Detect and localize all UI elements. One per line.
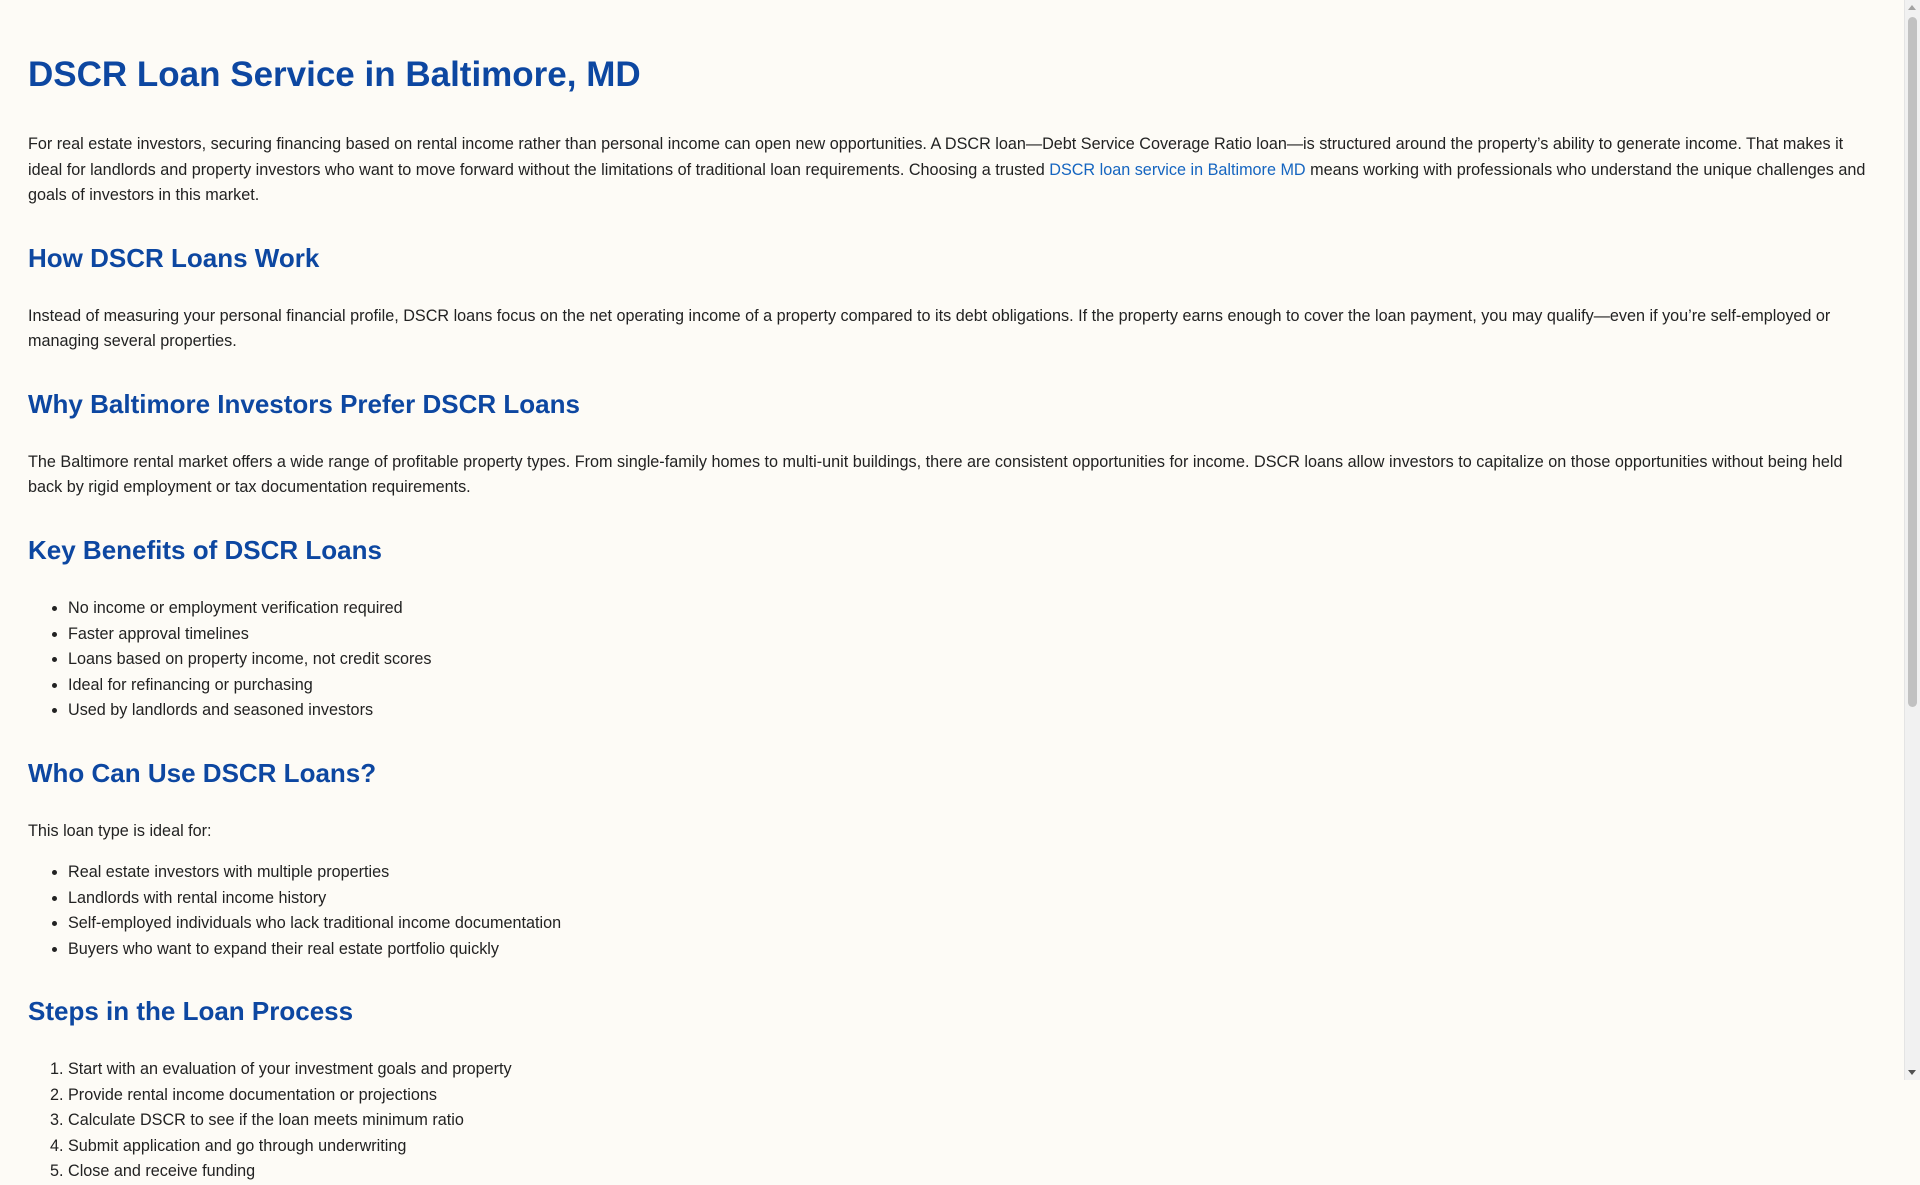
list-item: 2. Provide rental income documentation or projections — [68, 1083, 1868, 1109]
list-item: • Landlords with rental income history — [68, 886, 1868, 912]
intro-text-after-link: means working with professionals who understand the unique challenges and goals of investors in this market. — [28, 160, 1866, 204]
list-item: 5. Close and receive funding — [68, 1159, 1868, 1185]
scrollbar-thumb[interactable] — [1908, 17, 1917, 707]
list-item: • Used by landlords and seasoned investors — [68, 698, 1868, 724]
section-text-who-can-use: This loan type is ideal for: — [28, 821, 212, 840]
vertical-scrollbar[interactable] — [1904, 0, 1920, 1080]
section-heading-how-dscr-works: How DSCR Loans Work — [28, 242, 320, 273]
list-item: • Buyers who want to expand their real estate portfolio quickly — [68, 937, 1868, 963]
list-item: 3. Calculate DSCR to see if the loan meets minimum ratio — [68, 1108, 1868, 1134]
section-heading-who-can-use: Who Can Use DSCR Loans? — [28, 757, 377, 788]
list-item: • Real estate investors with multiple properties — [68, 860, 1868, 886]
section-heading-loan-process: Steps in the Loan Process — [28, 996, 354, 1027]
article — [28, 28, 1868, 1185]
dscr-baltimore-link[interactable]: DSCR loan service in Baltimore MD — [1049, 160, 1306, 179]
benefits-list — [28, 596, 1868, 724]
list-item: • Self-employed individuals who lack traditional income documentation — [68, 911, 1868, 937]
list-item: 1. Start with an evaluation of your investment goals and property — [68, 1057, 1868, 1083]
scroll-down-arrow-icon[interactable] — [1908, 1070, 1916, 1075]
list-item: • No income or employment verification required — [68, 596, 1868, 622]
intro-text-before-link: For real estate investors, securing financing based on rental income rather than personal income can open new opportunities. A DSCR loan—Debt Service Coverage Ratio loan—is structured around the property’s ability to generate income. That makes it ideal for landlords and property investors who want to move forward without the limitations of traditional loan requirements. Choosing a trusted — [28, 135, 1844, 179]
section-heading-why-baltimore: Why Baltimore Investors Prefer DSCR Loans — [28, 388, 580, 419]
section-text-how-dscr-works: Instead of measuring your personal financial profile, DSCR loans focus on the net operating income of a property compared to its debt obligations. If the property earns enough to cover the loan payment, you may qualify—even if you’re self-employed or managing several properties. — [28, 306, 1831, 351]
page-title: DSCR Loan Service in Baltimore, MD — [28, 55, 641, 94]
list-item: • Loans based on property income, not credit scores — [68, 647, 1868, 673]
intro-paragraph — [28, 132, 1868, 209]
section-text-why-baltimore: The Baltimore rental market offers a wide range of profitable property types. From single-family homes to multi-unit buildings, there are consistent opportunities for income. DSCR loans allow investors to capitalize on those opportunities without being held back by rigid employment or tax documentation requirements. — [28, 452, 1843, 497]
section-heading-key-benefits: Key Benefits of DSCR Loans — [28, 534, 382, 565]
list-item: 4. Submit application and go through underwriting — [68, 1134, 1868, 1160]
list-item: • Ideal for refinancing or purchasing — [68, 673, 1868, 699]
loan-steps-list — [28, 1057, 1868, 1185]
eligible-users-list — [28, 860, 1868, 962]
list-item: • Faster approval timelines — [68, 622, 1868, 648]
scroll-up-arrow-icon[interactable] — [1908, 5, 1916, 10]
